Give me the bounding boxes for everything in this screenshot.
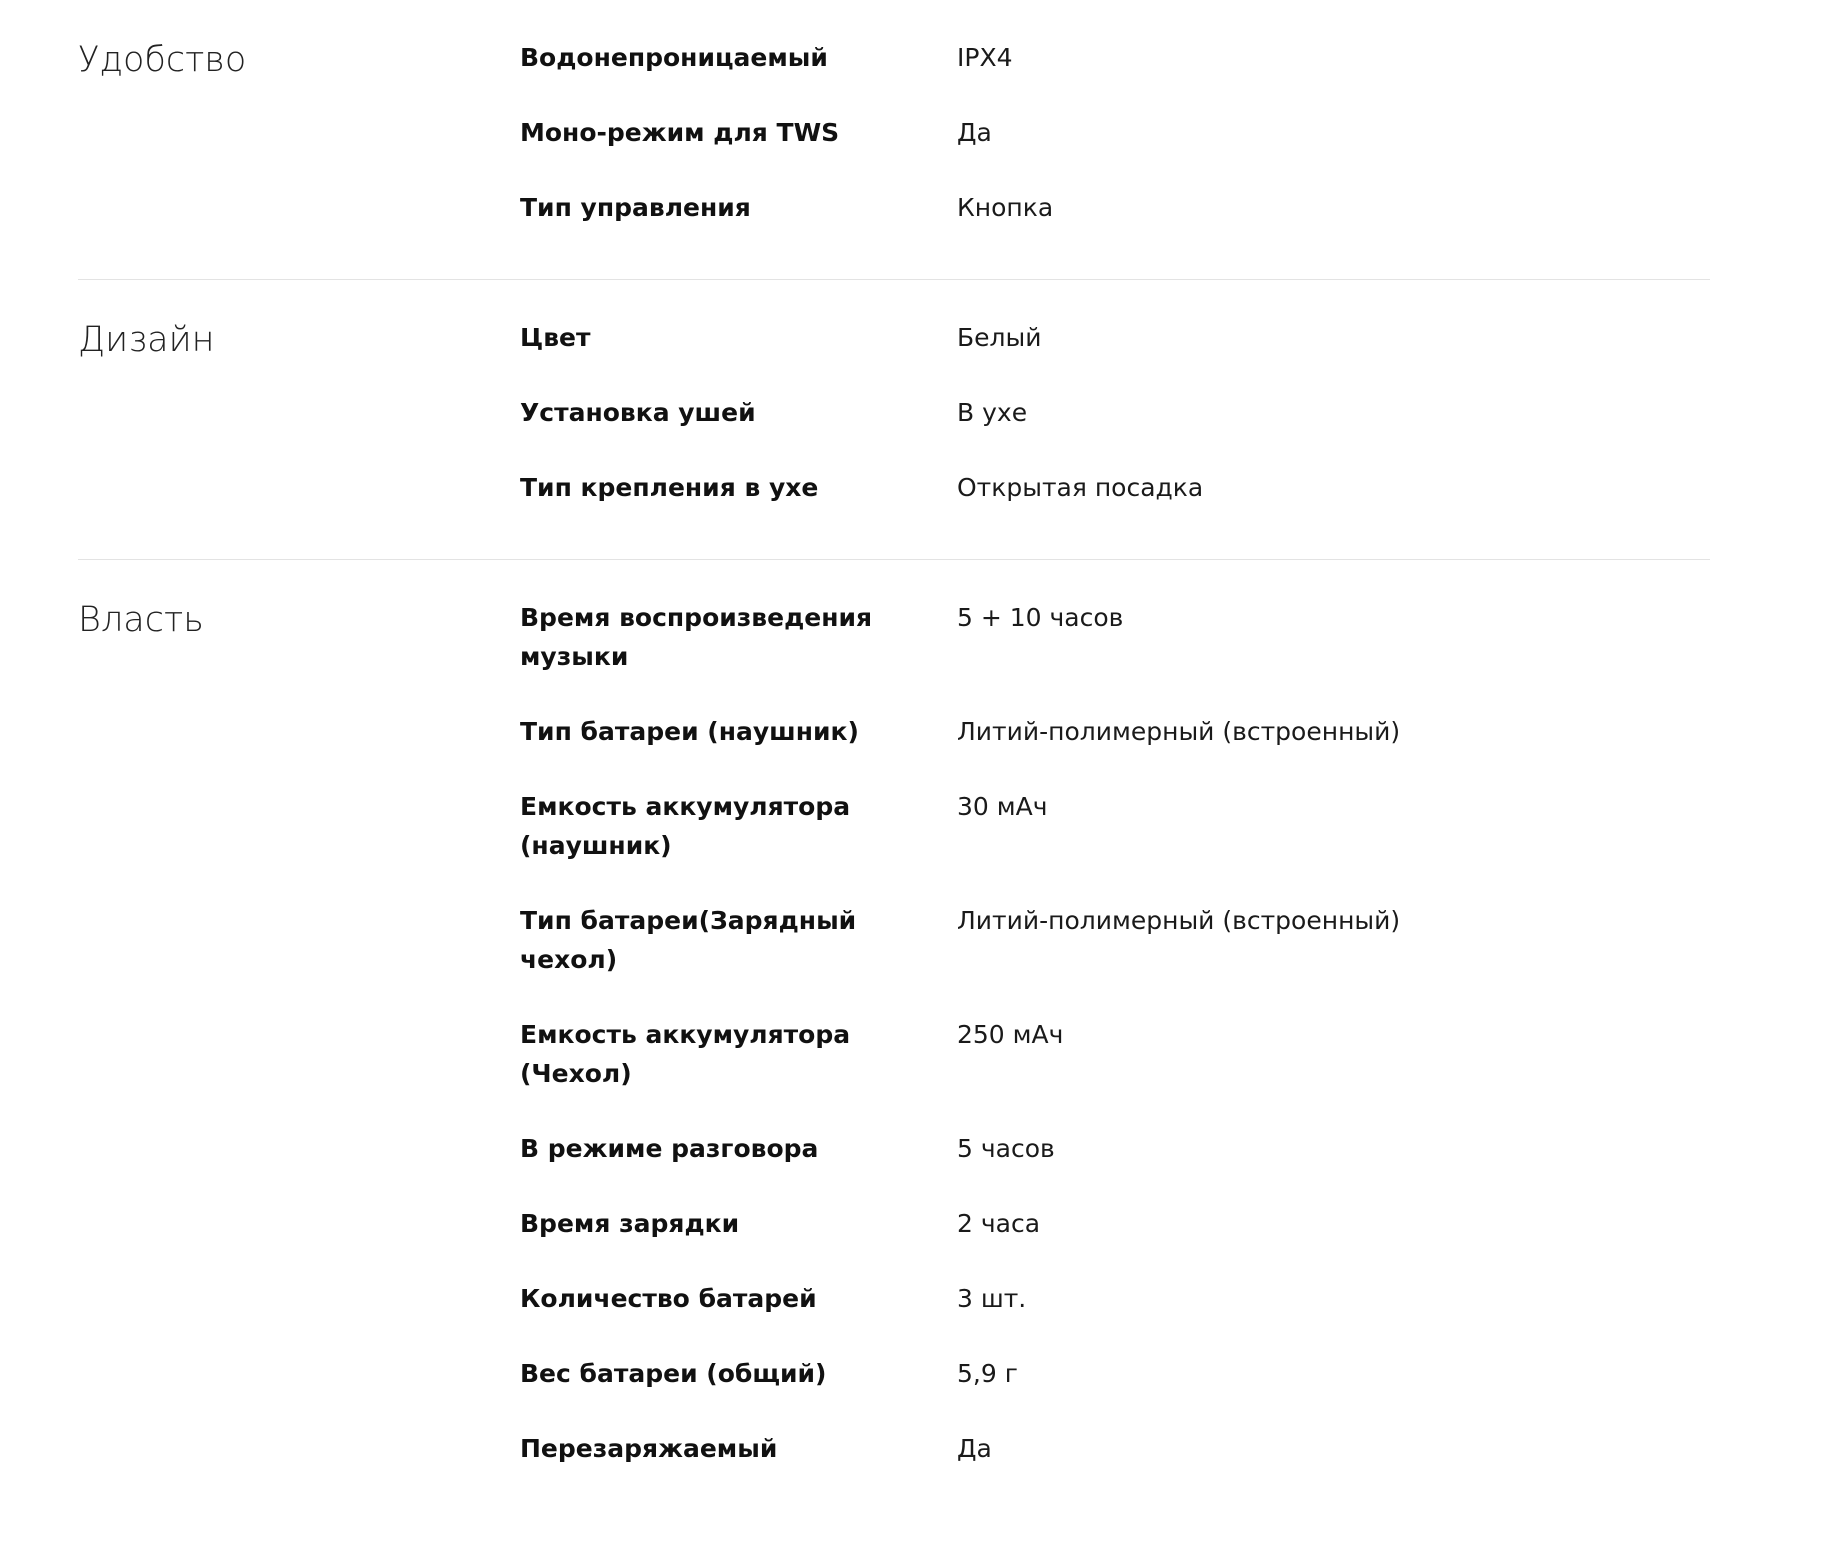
spec-value: В ухе	[957, 398, 1028, 427]
spec-row	[520, 598, 1710, 676]
spec-row	[520, 1429, 1710, 1468]
spec-row	[520, 712, 1710, 751]
spec-label: Время зарядки	[520, 1209, 740, 1238]
spec-label: Емкость аккумулятора (Чехол)	[520, 1020, 851, 1088]
spec-label: Водонепроницаемый	[520, 43, 828, 72]
spec-value: Литий-полимерный (встроенный)	[957, 717, 1401, 746]
spec-row	[520, 393, 1710, 432]
spec-row	[520, 901, 1710, 979]
spec-row	[520, 1279, 1710, 1318]
spec-label: В режиме разговора	[520, 1134, 819, 1163]
spec-label: Время воспроизведения музыки	[520, 603, 873, 671]
spec-value: Кнопка	[957, 193, 1054, 222]
spec-value: 3 шт.	[957, 1284, 1027, 1313]
spec-row	[520, 38, 1710, 77]
spec-row	[520, 1354, 1710, 1393]
spec-label: Цвет	[520, 323, 591, 352]
spec-value: 5,9 г	[957, 1359, 1018, 1388]
spec-row	[520, 787, 1710, 865]
section-title: Дизайн	[78, 320, 215, 360]
spec-value: 30 мАч	[957, 792, 1048, 821]
spec-value: Белый	[957, 323, 1042, 352]
spec-value: 5 часов	[957, 1134, 1055, 1163]
spec-row	[520, 188, 1710, 227]
spec-value: 5 + 10 часов	[957, 603, 1124, 632]
spec-label: Установка ушей	[520, 398, 756, 427]
section-title: Власть	[78, 600, 204, 640]
spec-row	[520, 1015, 1710, 1093]
spec-value: 250 мАч	[957, 1020, 1064, 1049]
spec-label: Вес батареи (общий)	[520, 1359, 827, 1388]
section-title: Удобство	[78, 40, 247, 80]
spec-label: Тип крепления в ухе	[520, 473, 819, 502]
spec-row	[520, 468, 1710, 507]
spec-label: Перезаряжаемый	[520, 1434, 778, 1463]
spec-row	[520, 1204, 1710, 1243]
spec-list	[520, 38, 1710, 227]
spec-value: Да	[957, 1434, 992, 1463]
spec-list	[520, 598, 1710, 1468]
spec-label: Количество батарей	[520, 1284, 817, 1313]
spec-label: Емкость аккумулятора (наушник)	[520, 792, 851, 860]
spec-label: Моно-режим для TWS	[520, 118, 840, 147]
spec-value: IPX4	[957, 43, 1013, 72]
spec-section-design	[78, 280, 1710, 560]
spec-section-power	[78, 560, 1710, 1520]
spec-row	[520, 1129, 1710, 1168]
spec-value: Литий-полимерный (встроенный)	[957, 906, 1401, 935]
spec-value: Открытая посадка	[957, 473, 1204, 502]
spec-row	[520, 113, 1710, 152]
spec-label: Тип батареи (наушник)	[520, 717, 859, 746]
spec-value: 2 часа	[957, 1209, 1041, 1238]
spec-list	[520, 318, 1710, 507]
spec-row	[520, 318, 1710, 357]
spec-section-comfort	[78, 0, 1710, 280]
spec-label: Тип управления	[520, 193, 751, 222]
spec-value: Да	[957, 118, 992, 147]
spec-label: Тип батареи(Зарядный чехол)	[520, 906, 857, 974]
